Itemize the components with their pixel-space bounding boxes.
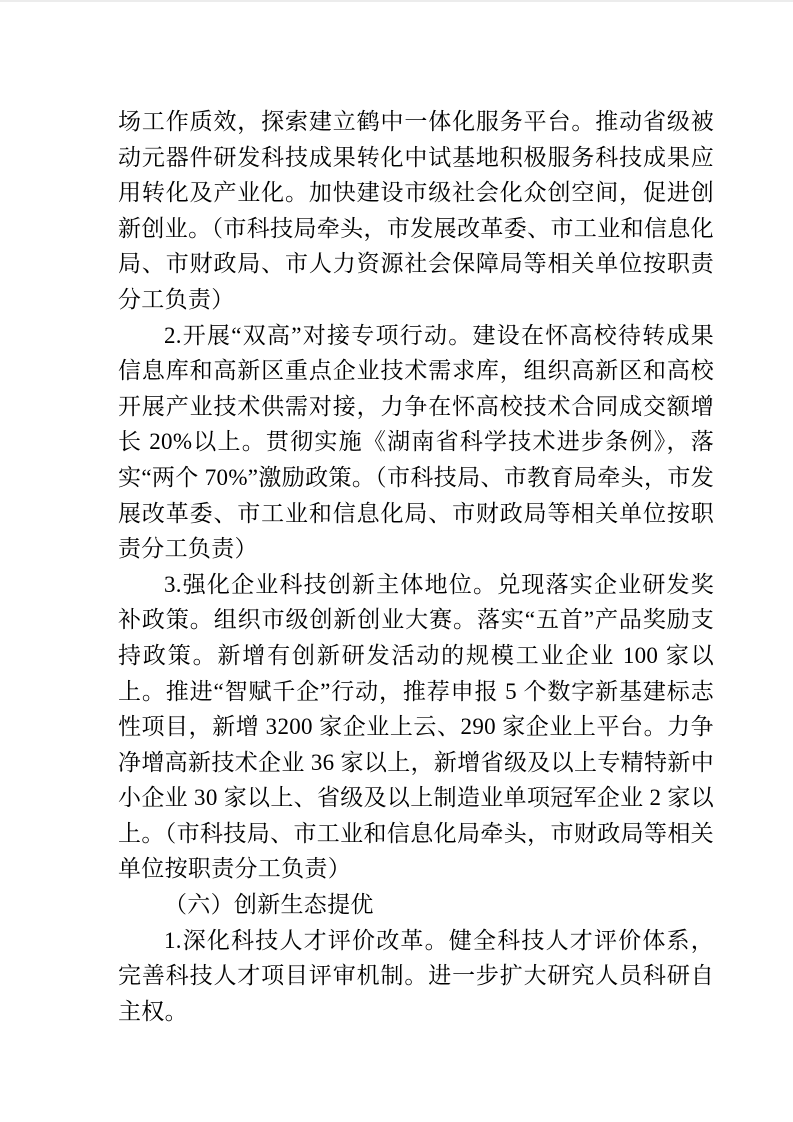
document-text-block bbox=[118, 104, 714, 1029]
paragraph-continuation: 场工作质效，探索建立鹤中一体化服务平台。推动省级被动元器件研发科技成果转化中试基地积极服务科技成果应用转化及产业化。加快建设市级社会化众创空间，促进创新创业。（市科技局牵头，市发展改革委、市工业和信息化局、市财政局、市人力资源社会保障局等相关单位按职责分工负责） bbox=[118, 109, 714, 312]
paragraph-item-3: 3.强化企业科技创新主体地位。兑现落实企业研发奖补政策。组织市级创新创业大赛。落实“五首”产品奖励支持政策。新增有创新研发活动的规模工业企业 100 家以上。推进“智赋千企”行动，推荐申报 5 个数字新基建标志性项目，新增 3200 家企业上云、290 家企业上平台。力争净增高新技术企业 36 家以上，新增省级及以上专精特新中小企业 30 家以上、省级及以上制造业单项冠军企业 2 家以上。（市科技局、市工业和信息化局牵头，市财政局等相关单位按职责分工负责） bbox=[118, 571, 714, 882]
section-heading-six: （六）创新生态提优 bbox=[164, 892, 374, 918]
paragraph-item-1: 1.深化科技人才评价改革。健全科技人才评价体系，完善科技人才项目评审机制。进一步扩大研究人员科研自主权。 bbox=[118, 927, 714, 1024]
paragraph-item-2: 2.开展“双高”对接专项行动。建设在怀高校待转成果信息库和高新区重点企业技术需求库，组织高新区和高校开展产业技术供需对接，力争在怀高校技术合同成交额增长 20%以上。贯彻实施《湖南省科学技术进步条例》，落实“两个 70%”激励政策。（市科技局、市教育局牵头，市发展改革委、市工业和信息化局、市财政局等相关单位按职责分工负责） bbox=[118, 322, 714, 562]
page-top-edge-line bbox=[0, 0, 793, 2]
